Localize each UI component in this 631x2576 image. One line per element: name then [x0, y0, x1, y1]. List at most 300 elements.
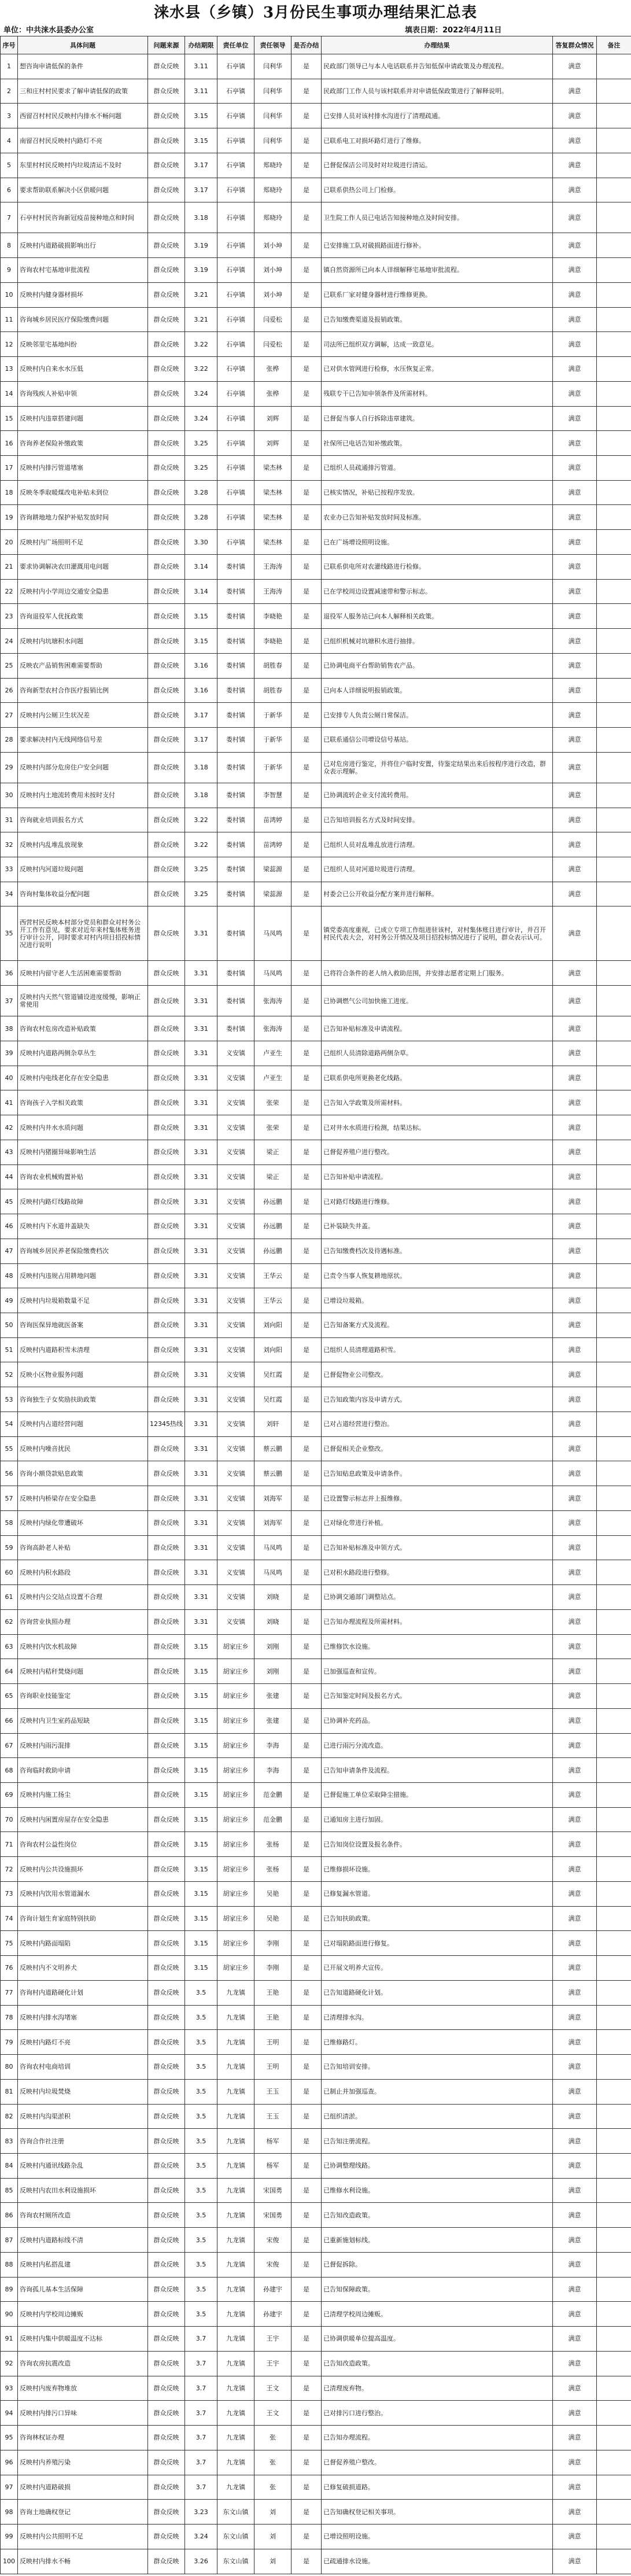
- deadline-text: 3.31: [185, 1535, 217, 1560]
- reply-text: 满意: [553, 2426, 597, 2450]
- done-text: 是: [291, 783, 322, 808]
- column-header: 责任单位: [217, 36, 254, 54]
- result-text: 已对危房进行鉴定，并将住户临时安置，待鉴定结果出来后按程序进行改造，群众表示理解。: [322, 752, 553, 783]
- reply-text: 满意: [553, 406, 597, 431]
- deadline-text: 3.15: [185, 1857, 217, 1882]
- result-text: 已修复破损道路。: [322, 2475, 553, 2500]
- done-text: 是: [291, 1980, 322, 2005]
- column-header: 具体问题: [18, 36, 148, 54]
- note-text: [597, 2129, 631, 2154]
- done-text: 是: [291, 233, 322, 258]
- leader-text: 张杨: [254, 1857, 291, 1882]
- reply-text: 满意: [553, 1931, 597, 1956]
- unit-text: 石亭镇: [217, 282, 254, 307]
- leader-text: 王华云: [254, 1288, 291, 1313]
- note-text: [597, 1758, 631, 1783]
- result-text: 已对供水管网进行检修，水压恢复正常。: [322, 357, 553, 382]
- unit-text: 义安镇: [217, 1066, 254, 1090]
- result-text: 已组织人员清除道路两侧杂草。: [322, 1041, 553, 1066]
- leader-text: 吴艳: [254, 1906, 291, 1931]
- unit-text: 胡家庄乡: [217, 1906, 254, 1931]
- row-number: 2: [1, 79, 18, 104]
- result-text: 已修复漏水管道。: [322, 1881, 553, 1906]
- done-text: 是: [291, 1906, 322, 1931]
- result-text: 已核实情况，补贴已按程序发放。: [322, 480, 553, 505]
- reply-text: 满意: [553, 2104, 597, 2129]
- leader-text: 李刚: [254, 1956, 291, 1981]
- source-text: 群众反映: [148, 54, 185, 79]
- source-text: 群众反映: [148, 986, 185, 1016]
- unit-text: 石亭镇: [217, 178, 254, 202]
- result-text: 民政部门工作人员与该村联系并对申请低保政策进行了解释说明。: [322, 79, 553, 104]
- unit-text: 义安镇: [217, 1486, 254, 1511]
- leader-text: 于新华: [254, 728, 291, 753]
- leader-text: 马凤鸣: [254, 906, 291, 961]
- row-number: 12: [1, 332, 18, 357]
- note-text: [597, 629, 631, 654]
- result-text: 已通知房主进行加固。: [322, 1807, 553, 1832]
- issue-text: 南留召村民反映村内路灯不亮: [18, 128, 148, 153]
- reply-text: 满意: [553, 653, 597, 678]
- table-row: [1, 2055, 631, 2080]
- issue-text: 咨询孤儿基本生活保障: [18, 2277, 148, 2302]
- row-number: 15: [1, 406, 18, 431]
- source-text: 群众反映: [148, 554, 185, 579]
- done-text: 是: [291, 1140, 322, 1164]
- result-text: 已告知扶助政策。: [322, 1906, 553, 1931]
- row-number: 71: [1, 1832, 18, 1857]
- unit-text: 东文山镇: [217, 2549, 254, 2574]
- reply-text: 满意: [553, 2203, 597, 2228]
- leader-text: 张海涛: [254, 986, 291, 1016]
- table-row: [1, 431, 631, 456]
- note-text: [597, 54, 631, 79]
- issue-text: 咨询村集体收益分配问题: [18, 882, 148, 906]
- note-text: [597, 1906, 631, 1931]
- issue-text: 反映小区物业服务问题: [18, 1362, 148, 1387]
- table-row: [1, 1684, 631, 1709]
- source-text: 群众反映: [148, 1090, 185, 1115]
- leader-text: 李海: [254, 1758, 291, 1783]
- reply-text: 满意: [553, 808, 597, 832]
- leader-text: 王文: [254, 2376, 291, 2401]
- note-text: [597, 1288, 631, 1313]
- leader-text: 马凤鸣: [254, 961, 291, 986]
- unit-text: 石亭镇: [217, 406, 254, 431]
- reply-text: 满意: [553, 480, 597, 505]
- unit-text: 九龙镇: [217, 2302, 254, 2327]
- unit-text: 娄村镇: [217, 678, 254, 703]
- row-number: 42: [1, 1115, 18, 1140]
- done-text: 是: [291, 406, 322, 431]
- source-text: 群众反映: [148, 906, 185, 961]
- reply-text: 满意: [553, 1832, 597, 1857]
- deadline-text: 3.31: [185, 1115, 217, 1140]
- leader-text: 刘: [254, 2549, 291, 2574]
- note-text: [597, 258, 631, 283]
- issue-text: 东里村村民反映村内垃圾清运不及时: [18, 153, 148, 178]
- deadline-text: 3.22: [185, 832, 217, 857]
- unit-text: 胡家庄乡: [217, 1708, 254, 1733]
- reply-text: 满意: [553, 1486, 597, 1511]
- source-text: 群众反映: [148, 1733, 185, 1758]
- result-text: 社保所已电话告知补缴政策。: [322, 431, 553, 456]
- row-number: 61: [1, 1585, 18, 1610]
- result-text: 已补装缺失井盖。: [322, 1214, 553, 1239]
- result-text: 已告知改造政策。: [322, 2351, 553, 2376]
- leader-text: 刘: [254, 2525, 291, 2549]
- issue-text: 咨询林权证办理: [18, 2426, 148, 2450]
- source-text: 群众反映: [148, 307, 185, 332]
- note-text: [597, 1263, 631, 1288]
- result-text: 已协调流转企业支付流转费用。: [322, 783, 553, 808]
- row-number: 16: [1, 431, 18, 456]
- done-text: 是: [291, 2500, 322, 2525]
- deadline-text: 3.5: [185, 2030, 217, 2055]
- result-text: 民政部门领导已与本人电话联系并告知低保申请政策及办理流程。: [322, 54, 553, 79]
- issue-text: 反映村内路灯不亮: [18, 2030, 148, 2055]
- table-row: [1, 2104, 631, 2129]
- result-text: 已安排专人负责公厕日常保洁。: [322, 703, 553, 728]
- issue-text: 三和庄村村民要求了解申请低保的政策: [18, 79, 148, 104]
- note-text: [597, 1807, 631, 1832]
- reply-text: 满意: [553, 2500, 597, 2525]
- deadline-text: 3.5: [185, 2129, 217, 2154]
- table-row: [1, 2277, 631, 2302]
- leader-text: 胡胜春: [254, 653, 291, 678]
- unit-text: 义安镇: [217, 1090, 254, 1115]
- note-text: [597, 1436, 631, 1461]
- issue-text: 咨询农房抗震改造: [18, 2351, 148, 2376]
- note-text: [597, 1881, 631, 1906]
- unit-text: 九龙镇: [217, 2005, 254, 2030]
- source-text: 群众反映: [148, 2030, 185, 2055]
- done-text: 是: [291, 480, 322, 505]
- table-row: [1, 480, 631, 505]
- source-text: 群众反映: [148, 202, 185, 233]
- issue-text: 咨询临时救助申请: [18, 1758, 148, 1783]
- row-number: 83: [1, 2129, 18, 2154]
- reply-text: 满意: [553, 202, 597, 233]
- deadline-text: 3.5: [185, 2178, 217, 2203]
- unit-text: 九龙镇: [217, 2203, 254, 2228]
- issue-text: 反映村内电线老化存在安全隐患: [18, 1066, 148, 1090]
- leader-text: 马凤鸣: [254, 1535, 291, 1560]
- table-row: [1, 1313, 631, 1338]
- note-text: [597, 808, 631, 832]
- done-text: 是: [291, 1782, 322, 1807]
- done-text: 是: [291, 1535, 322, 1560]
- source-text: 群众反映: [148, 857, 185, 882]
- unit-text: 娄村镇: [217, 832, 254, 857]
- reply-text: 满意: [553, 752, 597, 783]
- deadline-text: 3.15: [185, 1881, 217, 1906]
- source-text: 群众反映: [148, 530, 185, 555]
- deadline-text: 3.14: [185, 579, 217, 604]
- deadline-text: 3.31: [185, 1560, 217, 1585]
- note-text: [597, 728, 631, 753]
- reply-text: 满意: [553, 1436, 597, 1461]
- deadline-text: 3.19: [185, 258, 217, 283]
- reply-text: 满意: [553, 2351, 597, 2376]
- result-text: 已告知政策内容及申请方式。: [322, 1387, 553, 1412]
- issue-text: 咨询农业机械购置补贴: [18, 1164, 148, 1189]
- source-text: 群众反映: [148, 629, 185, 654]
- deadline-text: 3.31: [185, 1609, 217, 1634]
- leader-text: 孙远鹏: [254, 1239, 291, 1263]
- table-row: [1, 2153, 631, 2178]
- result-text: 已联系供电所更换老化线路。: [322, 1066, 553, 1090]
- table-row: [1, 406, 631, 431]
- table-row: [1, 153, 631, 178]
- note-text: [597, 1412, 631, 1436]
- unit-text: 石亭镇: [217, 153, 254, 178]
- note-text: [597, 1782, 631, 1807]
- leader-text: 范金鹏: [254, 1807, 291, 1832]
- row-number: 20: [1, 530, 18, 555]
- source-text: 群众反映: [148, 1140, 185, 1164]
- deadline-text: 3.25: [185, 882, 217, 906]
- issue-text: 咨询合作社注册: [18, 2129, 148, 2154]
- unit-text: 胡家庄乡: [217, 1881, 254, 1906]
- leader-text: 孙建宇: [254, 2277, 291, 2302]
- issue-text: 反映村内占道经营问题: [18, 1412, 148, 1436]
- result-text: 已告知申请条件及流程。: [322, 1758, 553, 1783]
- source-text: 群众反映: [148, 1263, 185, 1288]
- note-text: [597, 604, 631, 629]
- unit-text: 九龙镇: [217, 2153, 254, 2178]
- unit-text: 娄村镇: [217, 554, 254, 579]
- table-row: [1, 1239, 631, 1263]
- source-text: 群众反映: [148, 1684, 185, 1709]
- done-text: 是: [291, 752, 322, 783]
- reply-text: 满意: [553, 1115, 597, 1140]
- leader-text: 闫爱松: [254, 332, 291, 357]
- done-text: 是: [291, 2203, 322, 2228]
- note-text: [597, 703, 631, 728]
- issue-text: 想咨询申请低保的条件: [18, 54, 148, 79]
- source-text: 群众反映: [148, 1066, 185, 1090]
- done-text: 是: [291, 1931, 322, 1956]
- deadline-text: 3.31: [185, 906, 217, 961]
- table-row: [1, 1956, 631, 1981]
- note-text: [597, 1164, 631, 1189]
- note-text: [597, 2302, 631, 2327]
- row-number: 30: [1, 783, 18, 808]
- reply-text: 满意: [553, 2005, 597, 2030]
- done-text: 是: [291, 1189, 322, 1214]
- issue-text: 反映村内农田水利设施损坏: [18, 2178, 148, 2203]
- leader-text: 王玉: [254, 2104, 291, 2129]
- result-text: 已增设照明设施。: [322, 2525, 553, 2549]
- note-text: [597, 79, 631, 104]
- issue-text: 反映村内积水路段: [18, 1560, 148, 1585]
- done-text: 是: [291, 2104, 322, 2129]
- reply-text: 满意: [553, 1560, 597, 1585]
- source-text: 群众反映: [148, 703, 185, 728]
- leader-text: 刘刚: [254, 1634, 291, 1659]
- row-number: 62: [1, 1609, 18, 1634]
- source-text: 群众反映: [148, 381, 185, 406]
- deadline-text: 3.5: [185, 2153, 217, 2178]
- deadline-text: 3.15: [185, 1807, 217, 1832]
- leader-text: 于新华: [254, 703, 291, 728]
- row-number: 57: [1, 1486, 18, 1511]
- issue-text: 咨询养老保险补缴政策: [18, 431, 148, 456]
- leader-text: 吴红霞: [254, 1387, 291, 1412]
- deadline-text: 3.26: [185, 2549, 217, 2574]
- done-text: 是: [291, 1758, 322, 1783]
- reply-text: 满意: [553, 2475, 597, 2500]
- table-row: [1, 1980, 631, 2005]
- reply-text: 满意: [553, 505, 597, 530]
- row-number: 63: [1, 1634, 18, 1659]
- source-text: 群众反映: [148, 128, 185, 153]
- report-table: [0, 36, 631, 2574]
- column-header: 办理结果: [322, 36, 553, 54]
- source-text: 群众反映: [148, 1906, 185, 1931]
- row-number: 82: [1, 2104, 18, 2129]
- row-number: 72: [1, 1857, 18, 1882]
- done-text: 是: [291, 1041, 322, 1066]
- result-text: 已告知补贴申请流程。: [322, 1164, 553, 1189]
- deadline-text: 3.31: [185, 1090, 217, 1115]
- table-row: [1, 233, 631, 258]
- done-text: 是: [291, 178, 322, 202]
- row-number: 90: [1, 2302, 18, 2327]
- deadline-text: 3.5: [185, 1980, 217, 2005]
- note-text: [597, 282, 631, 307]
- table-row: [1, 604, 631, 629]
- table-row: [1, 2327, 631, 2352]
- reply-text: 满意: [553, 2302, 597, 2327]
- note-text: [597, 2426, 631, 2450]
- note-text: [597, 2005, 631, 2030]
- source-text: 群众反映: [148, 357, 185, 382]
- leader-text: 王艳: [254, 1980, 291, 2005]
- table-row: [1, 1733, 631, 1758]
- issue-text: 咨询孩子入学相关政策: [18, 1090, 148, 1115]
- result-text: 已协调补充药品。: [322, 1708, 553, 1733]
- done-text: 是: [291, 2129, 322, 2154]
- leader-text: 梁杰林: [254, 480, 291, 505]
- row-number: 52: [1, 1362, 18, 1387]
- unit-text: 石亭镇: [217, 307, 254, 332]
- done-text: 是: [291, 104, 322, 128]
- issue-text: 咨询土地确权登记: [18, 2500, 148, 2525]
- result-text: 镇党委高度重视，已成立专项工作组进驻该村，对村集体账目进行审计，并召开村民代表大会，对村务公开情况及项目招投标情况进行了说明，群众表示认可。: [322, 906, 553, 961]
- source-text: 群众反映: [148, 1634, 185, 1659]
- table-row: [1, 653, 631, 678]
- deadline-text: 3.15: [185, 1634, 217, 1659]
- row-number: 36: [1, 961, 18, 986]
- issue-text: 反映村内道路标线不清: [18, 2228, 148, 2253]
- deadline-text: 3.31: [185, 1486, 217, 1511]
- note-text: [597, 1140, 631, 1164]
- deadline-text: 3.18: [185, 202, 217, 233]
- deadline-text: 3.31: [185, 1041, 217, 1066]
- source-text: 群众反映: [148, 1041, 185, 1066]
- note-text: [597, 2079, 631, 2104]
- source-text: 群众反映: [148, 79, 185, 104]
- unit-label: 单位：中共涞水县委办公室: [3, 26, 94, 35]
- unit-text: 九龙镇: [217, 2252, 254, 2277]
- done-text: 是: [291, 2475, 322, 2500]
- result-text: 已告知鉴定时间及报名方式。: [322, 1684, 553, 1709]
- note-text: [597, 1931, 631, 1956]
- row-number: 18: [1, 480, 18, 505]
- unit-text: 义安镇: [217, 1436, 254, 1461]
- note-text: [597, 104, 631, 128]
- deadline-text: 3.21: [185, 282, 217, 307]
- source-text: 群众反映: [148, 1980, 185, 2005]
- source-text: 群众反映: [148, 2426, 185, 2450]
- unit-text: 九龙镇: [217, 2055, 254, 2080]
- unit-text: 东文山镇: [217, 2525, 254, 2549]
- deadline-text: 3.31: [185, 1461, 217, 1486]
- source-text: 群众反映: [148, 2203, 185, 2228]
- table-row: [1, 332, 631, 357]
- leader-text: 王明: [254, 2055, 291, 2080]
- issue-text: 反映村内井水水质问题: [18, 1115, 148, 1140]
- unit-text: 九龙镇: [217, 2178, 254, 2203]
- table-row: [1, 2401, 631, 2426]
- deadline-text: 3.31: [185, 1016, 217, 1041]
- table-row: [1, 202, 631, 233]
- result-text: 已告知确权登记相关事项。: [322, 2500, 553, 2525]
- deadline-text: 3.5: [185, 2252, 217, 2277]
- done-text: 是: [291, 554, 322, 579]
- unit-text: 九龙镇: [217, 2228, 254, 2253]
- deadline-text: 3.16: [185, 653, 217, 678]
- issue-text: 咨询计划生育家庭特别扶助: [18, 1906, 148, 1931]
- reply-text: 满意: [553, 2277, 597, 2302]
- leader-text: 于新华: [254, 752, 291, 783]
- row-number: 77: [1, 1980, 18, 2005]
- deadline-text: 3.17: [185, 153, 217, 178]
- done-text: 是: [291, 2401, 322, 2426]
- unit-text: 石亭镇: [217, 456, 254, 481]
- row-number: 67: [1, 1733, 18, 1758]
- table-row: [1, 832, 631, 857]
- deadline-text: 3.7: [185, 2450, 217, 2475]
- note-text: [597, 505, 631, 530]
- done-text: 是: [291, 604, 322, 629]
- source-text: 群众反映: [148, 1362, 185, 1387]
- row-number: 94: [1, 2401, 18, 2426]
- leader-text: 张桦: [254, 357, 291, 382]
- row-number: 9: [1, 258, 18, 283]
- note-text: [597, 307, 631, 332]
- table-row: [1, 258, 631, 283]
- issue-text: 反映村内路灯线路故障: [18, 1189, 148, 1214]
- deadline-text: 3.30: [185, 530, 217, 555]
- issue-text: 咨询小额贷款贴息政策: [18, 1461, 148, 1486]
- table-row: [1, 530, 631, 555]
- issue-text: 咨询农村宅基地审批流程: [18, 258, 148, 283]
- source-text: 群众反映: [148, 1288, 185, 1313]
- deadline-text: 3.15: [185, 604, 217, 629]
- row-number: 76: [1, 1956, 18, 1981]
- leader-text: 刘海军: [254, 1510, 291, 1535]
- deadline-text: 3.24: [185, 2525, 217, 2549]
- leader-text: 刘向阳: [254, 1337, 291, 1362]
- source-text: 群众反映: [148, 332, 185, 357]
- row-number: 33: [1, 857, 18, 882]
- leader-text: 闫爱松: [254, 307, 291, 332]
- row-number: 85: [1, 2178, 18, 2203]
- issue-text: 反映村内集中供暖温度不达标: [18, 2327, 148, 2352]
